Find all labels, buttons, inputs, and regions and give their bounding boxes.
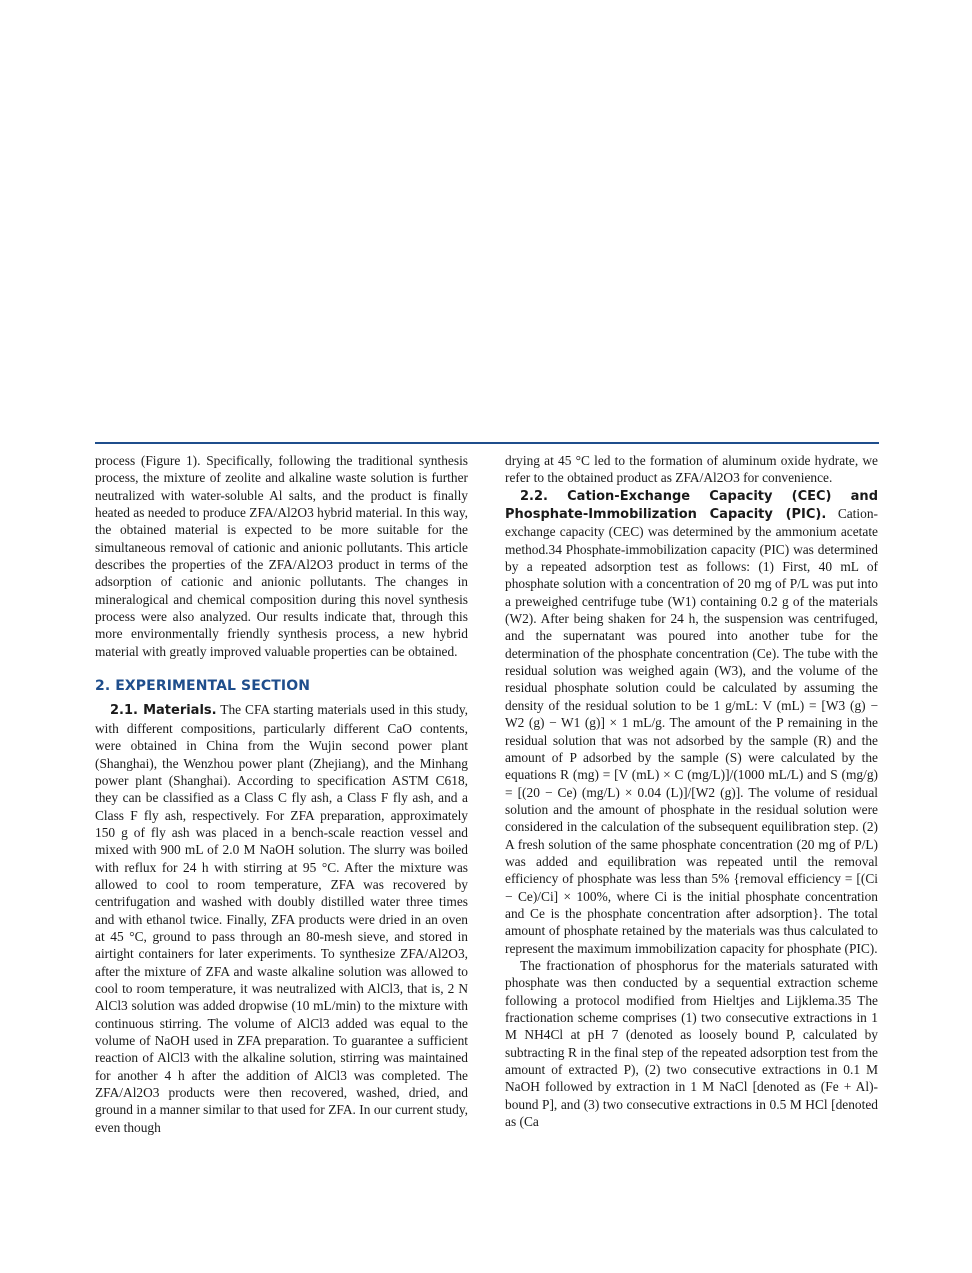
materials-text: The CFA starting materials used in this study, with different compositions, particularly different CaO contents, were obtained in China from the Wujin second power plant (Shanghai), the Wenzhou power plant (Zhejiang), and the Minhang power plant (Shanghai). According to specification ASTM C618, they can be classified as a Class C fly ash, a Class F fly ash, and a Class F fly ash, respectively. For ZFA preparation, approximately 150 g of fly ash was placed in a bench-scale reaction vessel and mixed with 900 mL of 2.0 M NaOH solution. The slurry was boiled with reflux for 24 h with stirring at 95 °C. After the mixture was allowed to cool to room temperature, ZFA was recovered by centrifugation and washed with doubly distilled water three times and with ethanol twice. Finally, ZFA products were dried in an oven at 45 °C, ground to pass through an 80-mesh sieve, and stored in airtight containers for later experiments. To synthesize ZFA/Al2O3, after the mixture of ZFA and waste alkaline solution was allowed to cool to room temperature, it was neutralized with AlCl3, that is, 2 N AlCl3 solution was added dropwise (10 mL/min) to the mixture with continuous stirring. The volume of AlCl3 added was equal to the volume of NaOH used in ZFA preparation. To guarantee a sufficient reaction of AlCl3 with the alkaline solution, stirring was maintained for another 4 h after the addition of AlCl3 was completed. The ZFA/Al2O3 products were then recovered, washed, dried, and ground in a manner similar to that used for ZFA. In our current study, even though <box>95 702 468 1135</box>
paragraph-cec-pic <box>505 487 878 957</box>
paragraph-materials <box>95 701 468 1136</box>
left-column <box>95 452 468 1136</box>
cec-pic-text: Cation-exchange capacity (CEC) was determined by the ammonium acetate method.34 Phosphate-immobilization capacity (PIC) was determined by a repeated adsorption test as follows: (1) First, 40 mL of phosphate solution with a concentration of 20 mg of P/L was put into a preweighed centrifuge tube (W1) containing 0.2 g of the materials (W2). After being shaken for 24 h, the suspension was centrifuged, and the supernatant was poured into another tube for the determination of the phosphate concentration (Ce). The tube with the residual solution was weighed again (W3), and the volume of the residual phosphate solution could be calculated by assuming the density of the residual solution to be 1 g/mL: V (mL) = [W3 (g) − W2 (g) − W1 (g)] × 1 mL/g. The amount of the P remaining in the residual solution that was not adsorbed by the sample (R) and the amount of P adsorbed by the sample (S) were calculated by the equations R (mg) = [V (mL) × C (mg/L)]/(1000 mL/L) and S (mg/g) = [(20 − Ce) (mg/L) × 0.04 (L)]/[W2 (g)]. The volume of residual solution and the amount of phosphate in the residual solution were considered in the calculation of the subsequent equilibration step. (2) A fresh solution of the same phosphate concentration (20 mg of P/L) was added and equilibration was repeated until the removal efficiency of phosphate was less than 5% {removal efficiency = [(Ci − Ce)/Ci] × 100%, where Ci is the initial phosphate concentration and Ce is the phosphate concentration after adsorption}. The total amount of phosphate retained by the materials was thus calculated to represent the maximum immobilization capacity for phosphate (PIC). <box>505 506 878 956</box>
header-rule <box>95 442 879 444</box>
subsection-heading-cec-pic: 2.2. Cation-Exchange Capacity (CEC) and Phosphate-Immobilization Capacity (PIC). <box>505 488 878 523</box>
paragraph-fractionation: The fractionation of phosphorus for the materials saturated with phosphate was then conducted by a sequential extraction scheme following a protocol modified from Hieltjes and Lijklema.35 The fractionation scheme comprises (1) two consecutive extractions in 1 M NH4Cl at pH 7 (denoted as loosely bound P, calculated by subtracting R in the final step of the repeated adsorption test from the amount of extracted P), (2) two consecutive extractions in 0.1 M NaOH followed by extraction in 1 M NaCl [denoted as (Fe + Al)-bound P], and (3) two consecutive extractions in 0.5 M HCl [denoted as (Ca <box>505 957 878 1130</box>
paragraph-intro-continued: process (Figure 1). Specifically, following the traditional synthesis process, the mixture of zeolite and alkaline waste solution is further neutralized with water-soluble Al salts, and the product is finally heated as needed to produce ZFA/Al2O3 hybrid material. In this way, the obtained material is expected to be more suitable for the simultaneous removal of cationic and anionic pollutants. This article describes the properties of the ZFA/Al2O3 product in terms of the adsorption of cationic and anionic pollutants. The changes in mineralogical and chemical composition during this novel synthesis process were also analyzed. Our results indicate that, through this more environmentally friendly synthesis process, a new hybrid material with greatly improved valuable properties can be obtained. <box>95 453 468 659</box>
section-heading-experimental: 2. EXPERIMENTAL SECTION <box>95 678 311 695</box>
paragraph-materials-continued: drying at 45 °C led to the formation of aluminum oxide hydrate, we refer to the obtained product as ZFA/Al2O3 for convenience. <box>505 453 878 486</box>
right-column <box>505 452 878 1130</box>
subsection-heading-materials: 2.1. Materials. <box>110 703 217 719</box>
